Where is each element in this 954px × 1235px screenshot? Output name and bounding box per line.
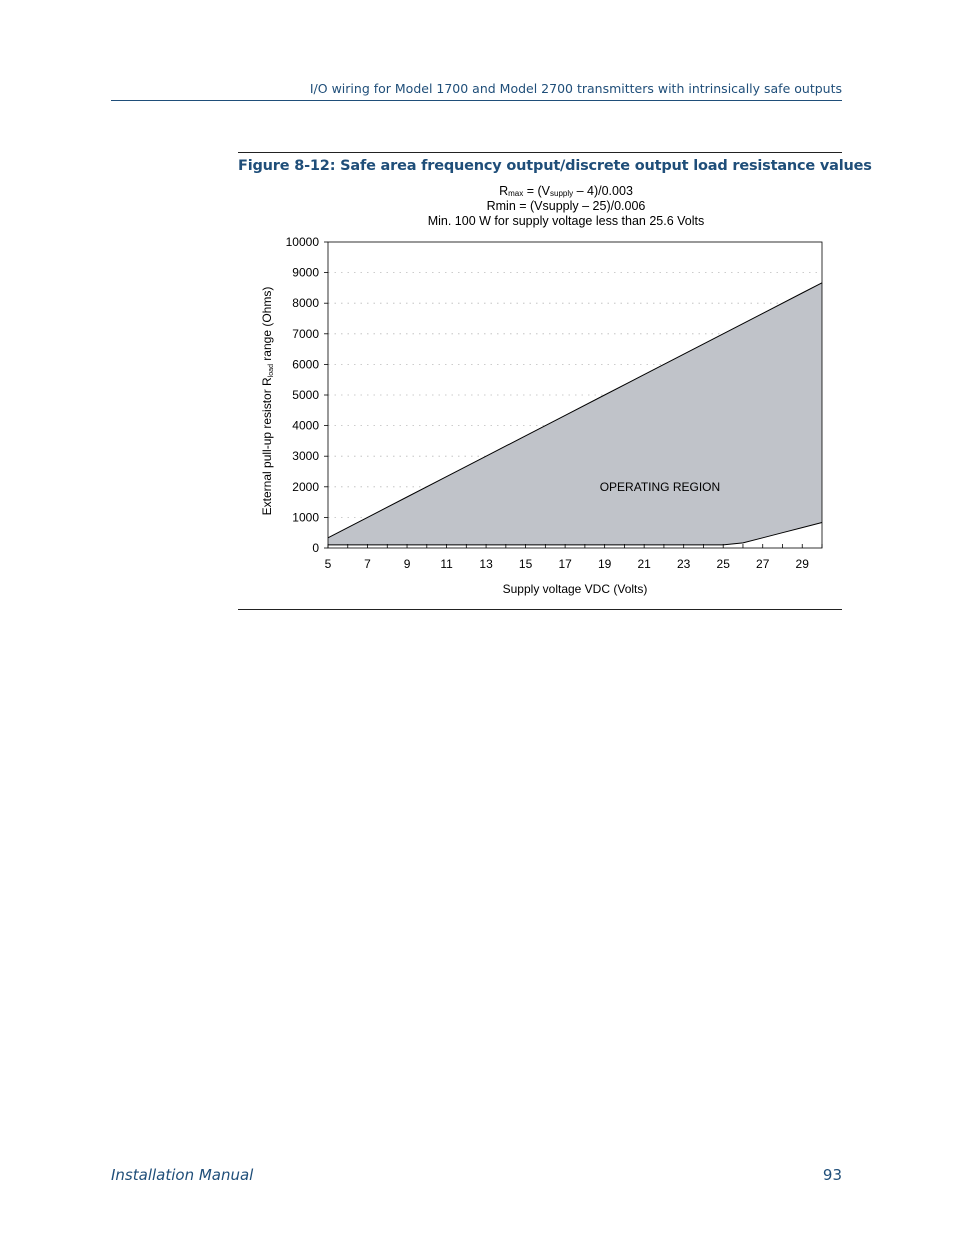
x-tick-label: 7	[364, 557, 371, 571]
operating-region-label: OPERATING REGION	[599, 479, 721, 494]
formula-rmin: Rmin = (Vsupply – 25)/0.006	[486, 199, 646, 213]
y-axis-label: External pull-up resistor Rload range (Ohms)	[260, 286, 275, 516]
x-tick-label: 25	[716, 557, 730, 571]
figure-top-rule	[238, 152, 842, 153]
figure-bottom-rule	[238, 609, 842, 610]
y-tick-label: 10000	[285, 235, 319, 249]
x-tick-label: 11	[440, 557, 453, 571]
operating-region-area	[328, 283, 822, 545]
y-tick-label: 8000	[292, 296, 319, 311]
y-tick-label: 6000	[292, 357, 319, 372]
y-tick-label: 2000	[292, 479, 319, 494]
x-tick-label: 29	[795, 557, 809, 571]
x-tick-label: 27	[756, 557, 770, 571]
y-tick-label: 0	[312, 541, 319, 555]
x-tick-label: 21	[637, 557, 651, 571]
x-tick-label: 5	[324, 557, 332, 571]
y-tick-label: 3000	[292, 449, 319, 464]
x-tick-label: 9	[403, 557, 411, 571]
footer-manual-title: Installation Manual	[111, 1166, 254, 1184]
formula-note: Min. 100 W for supply voltage less than 25.6 Volts	[427, 214, 705, 228]
x-tick-labels	[325, 557, 810, 571]
y-tick-label: 4000	[292, 418, 319, 433]
y-tick-label: 1000	[292, 510, 319, 525]
x-tick-label: 13	[479, 557, 493, 571]
formula-rmax: $R_{max} = (V_{supply} - 4)/0.003$	[499, 184, 633, 198]
x-tick-label: 19	[597, 557, 612, 571]
x-tick-label: 23	[677, 557, 691, 571]
y-tick-label: 7000	[292, 326, 319, 341]
x-tick-label: 17	[558, 557, 572, 571]
footer-page-number: 93	[822, 1166, 842, 1184]
load-resistance-chart	[250, 228, 840, 608]
header-rule	[111, 100, 842, 101]
x-axis-label: Supply voltage VDC (Volts)	[502, 582, 648, 596]
figure-title: Figure 8-12: Safe area frequency output/discrete output load resistance values	[238, 158, 872, 174]
y-tick-label: 9000	[292, 265, 319, 280]
x-tick-label: 15	[518, 557, 533, 571]
y-tick-label: 5000	[292, 388, 319, 402]
y-tick-labels	[286, 235, 320, 555]
running-header: I/O wiring for Model 1700 and Model 2700 transmitters with intrinsically safe outputs	[309, 81, 842, 96]
